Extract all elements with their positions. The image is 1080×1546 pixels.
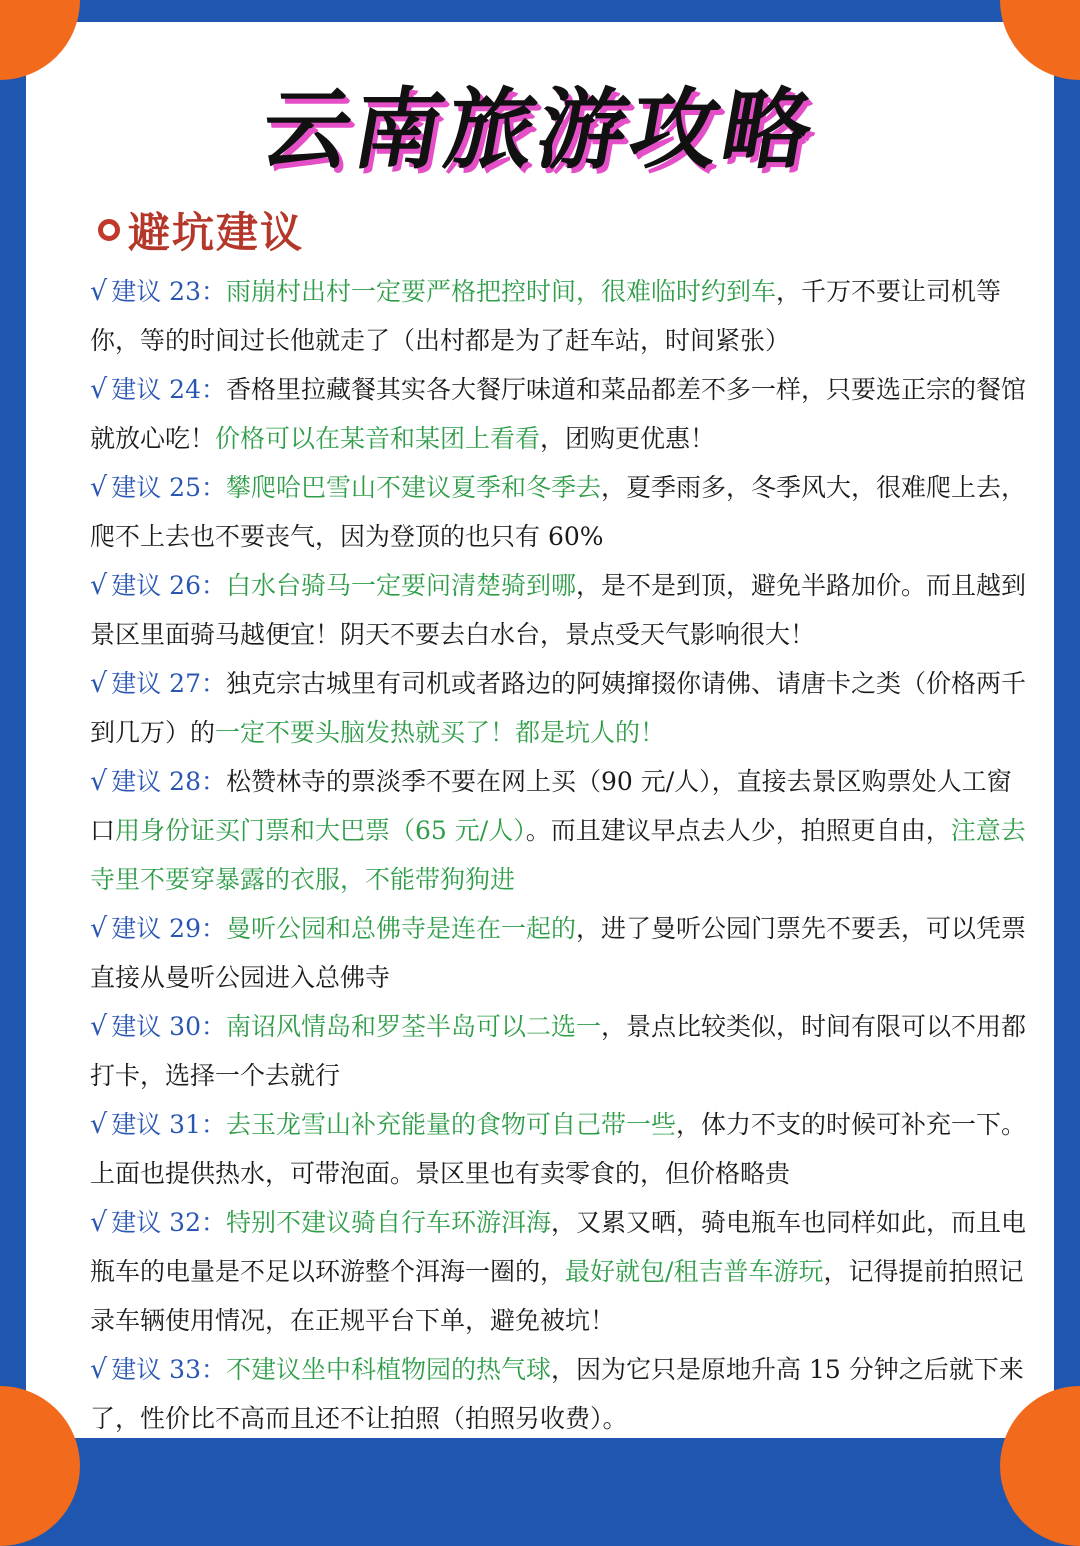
tip-text: ，又累又晒，骑电瓶车也同样如此，而且电瓶车的电量是不足以环游整个洱海一圈的， bbox=[90, 1208, 1027, 1286]
tip-highlight-text: 不建议坐中科植物园的热气球 bbox=[225, 1355, 551, 1384]
tip-label: 建议 30： bbox=[111, 1012, 226, 1041]
tip-highlight-text: 曼听公园和总佛寺是连在一起的 bbox=[225, 914, 576, 943]
tip-text: ，记得提前拍照记录车辆使用情况，在正规平台下单，避免被坑！ bbox=[90, 1257, 1024, 1335]
tip-highlight-text: 用身份证买门票和大巴票（65 元/人） bbox=[115, 816, 526, 845]
tip-highlight-text: 攀爬哈巴雪山不建议夏季和冬季去 bbox=[225, 473, 601, 502]
tip-text: ，团购更优惠！ bbox=[540, 424, 716, 453]
tip-label: 建议 31： bbox=[111, 1110, 226, 1139]
checkmark-icon: √ bbox=[90, 766, 108, 797]
tip-item bbox=[90, 463, 1030, 561]
tip-item bbox=[90, 1002, 1030, 1100]
tip-text: ，因为它只是原地升高 15 分钟之后就下来了，性价比不高而且还不让拍照（拍照另收费）。 bbox=[90, 1355, 1024, 1433]
checkmark-icon: √ bbox=[90, 276, 108, 307]
tip-label: 建议 26： bbox=[111, 571, 226, 600]
checkmark-icon: √ bbox=[90, 472, 108, 503]
tip-label: 建议 27： bbox=[111, 669, 226, 698]
tip-highlight-text: 价格可以在某音和某团上看看 bbox=[215, 424, 541, 453]
checkmark-icon: √ bbox=[90, 1109, 108, 1140]
tip-highlight-text: 白水台骑马一定要问清楚骑到哪 bbox=[225, 571, 576, 600]
checkmark-icon: √ bbox=[90, 1354, 108, 1385]
section-title: 避坑建议 bbox=[128, 208, 305, 257]
checkmark-icon: √ bbox=[90, 668, 108, 699]
tip-highlight-text: 最好就包/租吉普车游玩 bbox=[565, 1257, 824, 1286]
tip-item bbox=[90, 365, 1030, 463]
content-card bbox=[26, 22, 1054, 1438]
tip-item bbox=[90, 561, 1030, 659]
tip-label: 建议 23： bbox=[111, 277, 226, 306]
tip-text: ，进了曼听公园门票先不要丢，可以凭票直接从曼听公园进入总佛寺 bbox=[90, 914, 1027, 992]
tip-highlight-text: 注意去寺里不要穿暴露的衣服，不能带狗狗进 bbox=[90, 816, 1026, 894]
checkmark-icon: √ bbox=[90, 1011, 108, 1042]
tip-text: ，景点比较类似，时间有限可以不用都打卡，选择一个去就行 bbox=[90, 1012, 1027, 1090]
tip-item bbox=[90, 904, 1030, 1002]
tip-item bbox=[90, 1345, 1030, 1443]
tip-item bbox=[90, 267, 1030, 365]
page-title: 云南旅游攻略 bbox=[253, 78, 824, 181]
tip-label: 建议 24： bbox=[111, 375, 226, 404]
tip-list bbox=[90, 267, 1030, 1443]
tip-item bbox=[90, 1100, 1030, 1198]
tip-text: 。而且建议早点去人少，拍照更自由， bbox=[525, 816, 951, 845]
tip-highlight-text: 雨崩村出村一定要严格把控时间，很难临时约到车 bbox=[225, 277, 776, 306]
tip-text: 独克宗古城里有司机或者路边的阿姨撺掇你请佛、请唐卡之类（价格两千到几万）的 bbox=[90, 669, 1026, 747]
checkmark-icon: √ bbox=[90, 1207, 108, 1238]
tip-label: 建议 32： bbox=[111, 1208, 226, 1237]
tip-label: 建议 29： bbox=[111, 914, 226, 943]
tip-label: 建议 25： bbox=[111, 473, 226, 502]
section-header bbox=[98, 200, 304, 260]
tip-text: ，体力不支的时候可补充一下。上面也提供热水，可带泡面。景区里也有卖零食的，但价格略贵 bbox=[90, 1110, 1027, 1188]
tip-text: ，千万不要让司机等你，等的时间过长他就走了（出村都是为了赶车站，时间紧张） bbox=[90, 277, 1002, 355]
tip-item bbox=[90, 659, 1030, 757]
tip-item bbox=[90, 1198, 1030, 1345]
tip-label: 建议 33： bbox=[111, 1355, 226, 1384]
checkmark-icon: √ bbox=[90, 374, 108, 405]
circle-bullet-icon bbox=[98, 219, 120, 241]
checkmark-icon: √ bbox=[90, 570, 108, 601]
tip-highlight-text: 南诏风情岛和罗荃半岛可以二选一 bbox=[225, 1012, 601, 1041]
tip-text: ，是不是到顶，避免半路加价。而且越到景区里面骑马越便宜！阴天不要去白水台，景点受天气影响很大！ bbox=[90, 571, 1027, 649]
tip-text: 香格里拉藏餐其实各大餐厅味道和菜品都差不多一样，只要选正宗的餐馆就放心吃！ bbox=[90, 375, 1026, 453]
tip-highlight-text: 去玉龙雪山补充能量的食物可自己带一些 bbox=[225, 1110, 676, 1139]
tip-text: 松赞林寺的票淡季不要在网上买（90 元/人），直接去景区购票处人工窗口 bbox=[90, 767, 1012, 845]
checkmark-icon: √ bbox=[90, 913, 108, 944]
tip-item bbox=[90, 757, 1030, 904]
tip-highlight-text: 一定不要头脑发热就买了！都是坑人的！ bbox=[215, 718, 666, 747]
tip-label: 建议 28： bbox=[111, 767, 226, 796]
tip-highlight-text: 特别不建议骑自行车环游洱海 bbox=[225, 1208, 551, 1237]
tip-text: ，夏季雨多，冬季风大，很难爬上去，爬不上去也不要丧气，因为登顶的也只有 60% bbox=[90, 473, 1027, 551]
